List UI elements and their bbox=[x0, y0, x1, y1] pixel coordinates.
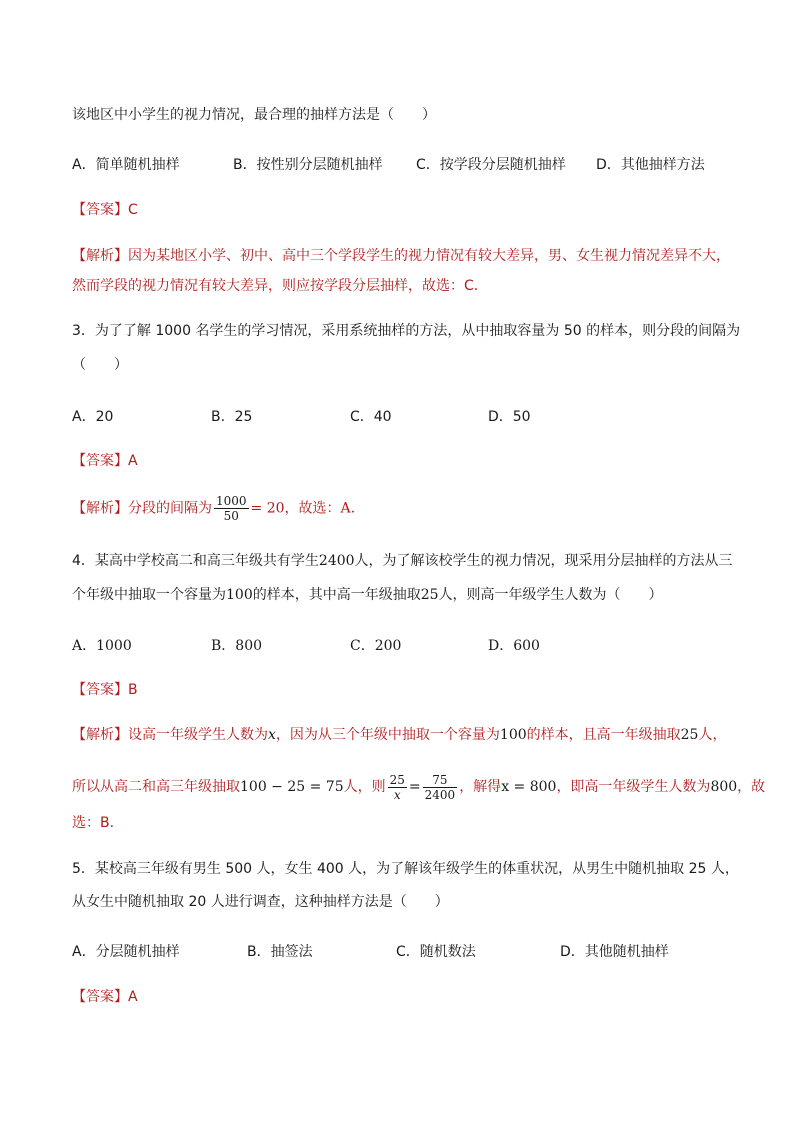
q4-option-a: A．1000 bbox=[72, 638, 132, 654]
q4-a3: 选：B. bbox=[72, 815, 115, 831]
q4-stem-line1 bbox=[72, 551, 733, 571]
q5-option-a: A．分层随机抽样 bbox=[72, 944, 180, 960]
q4-a1c: 的样本，且高一年级抽取 bbox=[526, 727, 681, 743]
q3-answer-value: A bbox=[128, 453, 138, 469]
q4-a1b: ，因为从三个年级中抽取一个容量为 bbox=[275, 727, 500, 743]
q4-analysis-line3 bbox=[72, 813, 114, 833]
q4-stem-2c: 人，则高一年级学生人数为（ ） bbox=[438, 587, 663, 603]
q5-stem-line2 bbox=[72, 892, 449, 912]
q4-a2sol: x = 800 bbox=[501, 779, 557, 795]
q4-option-d: D．600 bbox=[488, 638, 540, 654]
q4-stem-1a: 4．某高中学校高二和高三年级共有学生 bbox=[72, 553, 319, 569]
q4-a1a: 设高一年级学生人数为 bbox=[128, 727, 268, 743]
q4-a2e: ，故 bbox=[737, 779, 766, 795]
q5-stem-line1 bbox=[72, 859, 739, 879]
q3-analysis bbox=[72, 494, 355, 523]
q4-answer bbox=[72, 680, 138, 700]
q4-analysis-label: 【解析】 bbox=[72, 727, 128, 743]
q2-option-a: A．简单随机抽样 bbox=[72, 157, 180, 173]
q2-stem-text: 该地区中小学生的视力情况，最合理的抽样方法是（ ） bbox=[72, 107, 436, 123]
q2-analysis-text1: 因为某地区小学、初中、高中三个学段学生的视力情况有较大差异，男、女生视力情况差异不大， bbox=[128, 248, 730, 264]
q5-option-b: B．抽签法 bbox=[247, 944, 313, 960]
q4-answer-label: 【答案】 bbox=[72, 682, 128, 698]
q2-analysis-label: 【解析】 bbox=[72, 248, 128, 264]
q2-option-d: D．其他抽样方法 bbox=[596, 157, 705, 173]
q2-analysis-text2: 然而学段的视力情况有较大差异，则应按学段分层抽样，故选：C． bbox=[72, 278, 488, 294]
q4-stem-2n1: 100 bbox=[226, 587, 253, 603]
q3-fraction bbox=[214, 494, 249, 523]
q4-stem-1b: 人，为了解该校学生的视力情况，现采用分层抽样的方法从三 bbox=[354, 553, 733, 569]
q2-stem bbox=[72, 105, 436, 125]
q2-option-c: C．按学段分层随机抽样 bbox=[416, 157, 566, 173]
q4-stem-line2 bbox=[72, 585, 663, 605]
q4-a1x: x bbox=[268, 727, 276, 743]
q2-option-b: B．按性别分层随机抽样 bbox=[233, 157, 383, 173]
q4-a2eq: = bbox=[408, 779, 421, 795]
q2-analysis-line2 bbox=[72, 276, 488, 296]
q4-frac-1 bbox=[388, 773, 407, 802]
q4-frac-2 bbox=[423, 773, 458, 802]
q4-stem-1n: 2400 bbox=[318, 553, 355, 569]
q4-analysis-line1 bbox=[72, 725, 726, 745]
q3-analysis-pre: 分段的间隔为 bbox=[128, 500, 212, 517]
q4-stem-2a: 个年级中抽取一个容量为 bbox=[72, 587, 226, 603]
q4-a2a: 所以从高二和高三年级抽取 bbox=[72, 779, 240, 795]
q2-answer-label: 【答案】 bbox=[72, 202, 128, 218]
q3-option-c: C．40 bbox=[350, 409, 392, 425]
q5-stem-text1: 5．某校高三年级有男生 500 人，女生 400 人，为了解该年级学生的体重状况，从男生中随机抽取 25 人， bbox=[72, 861, 739, 877]
q4-a2d: ，即高一年级学生人数为 bbox=[556, 779, 711, 795]
q4-frac2-den: 2400 bbox=[424, 787, 456, 802]
q5-answer bbox=[72, 987, 138, 1007]
q2-answer-value: C bbox=[128, 202, 138, 218]
q4-frac2-num: 75 bbox=[423, 773, 458, 788]
q3-answer-label: 【答案】 bbox=[72, 453, 128, 469]
q4-stem-2b: 的样本，其中高一年级抽取 bbox=[252, 587, 421, 603]
q5-answer-label: 【答案】 bbox=[72, 989, 128, 1005]
q4-a2b: 人，则 bbox=[343, 779, 386, 795]
q4-a2n: 800 bbox=[710, 779, 738, 795]
q5-answer-value: A bbox=[128, 989, 138, 1005]
q3-stem-line2 bbox=[72, 355, 128, 375]
q3-analysis-label: 【解析】 bbox=[72, 500, 128, 517]
q3-stem-text1: 3．为了了解 1000 名学生的学习情况，采用系统抽样的方法，从中抽取容量为 50 的样本，则分段的间隔为 bbox=[72, 323, 741, 339]
q3-frac-den: 50 bbox=[223, 509, 239, 523]
q4-frac1-den: x bbox=[393, 787, 401, 802]
q3-option-d: D．50 bbox=[488, 409, 531, 425]
q3-frac-num: 1000 bbox=[216, 494, 247, 508]
q3-stem-line1 bbox=[72, 321, 740, 341]
q4-analysis-line2 bbox=[72, 772, 765, 802]
q5-option-c: C．随机数法 bbox=[396, 944, 476, 960]
q4-option-c: C．200 bbox=[350, 638, 402, 654]
q3-stem-text2: （ ） bbox=[72, 357, 128, 373]
q4-a1d: 人， bbox=[698, 727, 727, 743]
q2-answer bbox=[72, 200, 138, 220]
q2-analysis-line1 bbox=[72, 246, 730, 266]
q5-stem-text2: 从女生中随机抽取 20 人进行调查，这种抽样方法是（ ） bbox=[72, 894, 449, 910]
q4-a1n: 100 bbox=[499, 727, 527, 743]
q4-a1n2: 25 bbox=[680, 727, 699, 743]
q3-option-b: B．25 bbox=[211, 409, 253, 425]
q4-a2expr: 100 − 25 = 75 bbox=[240, 779, 344, 795]
q4-answer-value: B bbox=[128, 682, 138, 698]
q3-answer bbox=[72, 451, 138, 471]
q5-option-d: D．其他随机抽样 bbox=[560, 944, 669, 960]
q4-stem-2n2: 25 bbox=[420, 587, 439, 603]
q4-option-b: B．800 bbox=[211, 638, 263, 654]
q3-option-a: A．20 bbox=[72, 409, 114, 425]
q4-a2c: ，解得 bbox=[459, 779, 502, 795]
q4-frac1-num: 25 bbox=[389, 772, 405, 787]
q3-analysis-post: = 20，故选：A. bbox=[250, 500, 356, 517]
